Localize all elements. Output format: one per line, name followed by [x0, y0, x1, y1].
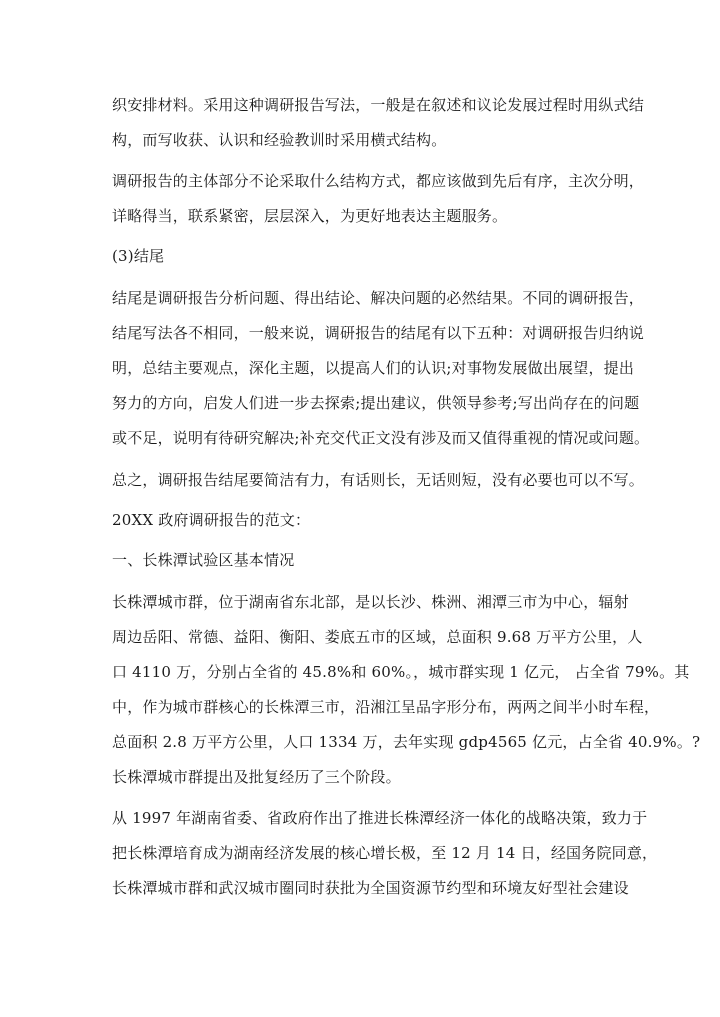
section-heading-basic-info: 一、长株潭试验区基本情况 [112, 551, 295, 569]
text-line: 总面积 2.8 万平方公里，人口 1334 万，去年实现 gdp4565 亿元，占全省 40.9%。? [112, 733, 701, 751]
paragraph-start-line: 总之，调研报告结尾要简洁有力，有话则长，无话则短，没有必要也可以不写。 [112, 471, 645, 489]
text-line: 明，总结主要观点，深化主题，以提高人们的认识;对事物发展做出展望，提出 [112, 359, 635, 377]
paragraph-start-line: 调研报告的主体部分不论采取什么结构方式，都应该做到先后有序，主次分明， [112, 172, 645, 190]
text-line: 长株潭城市群和武汉城市圈同时获批为全国资源节约型和环境友好型社会建设 [112, 879, 629, 897]
text-line: 构，而写收获、认识和经验教训时采用横式结构。 [112, 131, 447, 149]
text-line: 详略得当，联系紧密，层层深入，为更好地表达主题服务。 [112, 207, 508, 225]
text-line: 结尾写法各不相同，一般来说，调研报告的结尾有以下五种：对调研报告归纳说 [112, 324, 645, 342]
section-heading-ending: (3)结尾 [112, 247, 165, 265]
text-line: 把长株潭培育成为湖南经济发展的核心增长极，至 12 月 14 日，经国务院同意， [112, 844, 658, 862]
text-line: 努力的方向，启发人们进一步去探索;提出建议，供领导参考;写出尚存在的问题 [112, 394, 640, 412]
text-line: 长株潭城市群提出及批复经历了三个阶段。 [112, 768, 401, 786]
sample-title-line: 20XX 政府调研报告的范文： [112, 511, 311, 529]
text-line: 口 4110 万，分别占全省的 45.8%和 60%。，城市群实现 1 亿元， 占全省 79%。其 [112, 663, 690, 681]
paragraph-start-line: 从 1997 年湖南省委、省政府作出了推进长株潭经济一体化的战略决策，致力于 [112, 809, 648, 827]
text-line: 中，作为城市群核心的长株潭三市，沿湘江呈品字形分布，两两之间半小时车程， [112, 698, 660, 716]
paragraph-start-line: 长株潭城市群，位于湖南省东北部，是以长沙、株洲、湘潭三市为中心，辐射 [112, 593, 629, 611]
text-line: 周边岳阳、常德、益阳、衡阳、娄底五市的区域，总面积 9.68 万平方公里，人 [112, 628, 643, 646]
text-line: 或不足，说明有待研究解决;补充交代正文没有涉及而又值得重视的情况或问题。 [112, 429, 650, 447]
paragraph-start-line: 结尾是调研报告分析问题、得出结论、解决问题的必然结果。不同的调研报告， [112, 289, 645, 307]
text-line: 织安排材料。采用这种调研报告写法，一般是在叙述和议论发展过程时用纵式结 [112, 96, 645, 114]
